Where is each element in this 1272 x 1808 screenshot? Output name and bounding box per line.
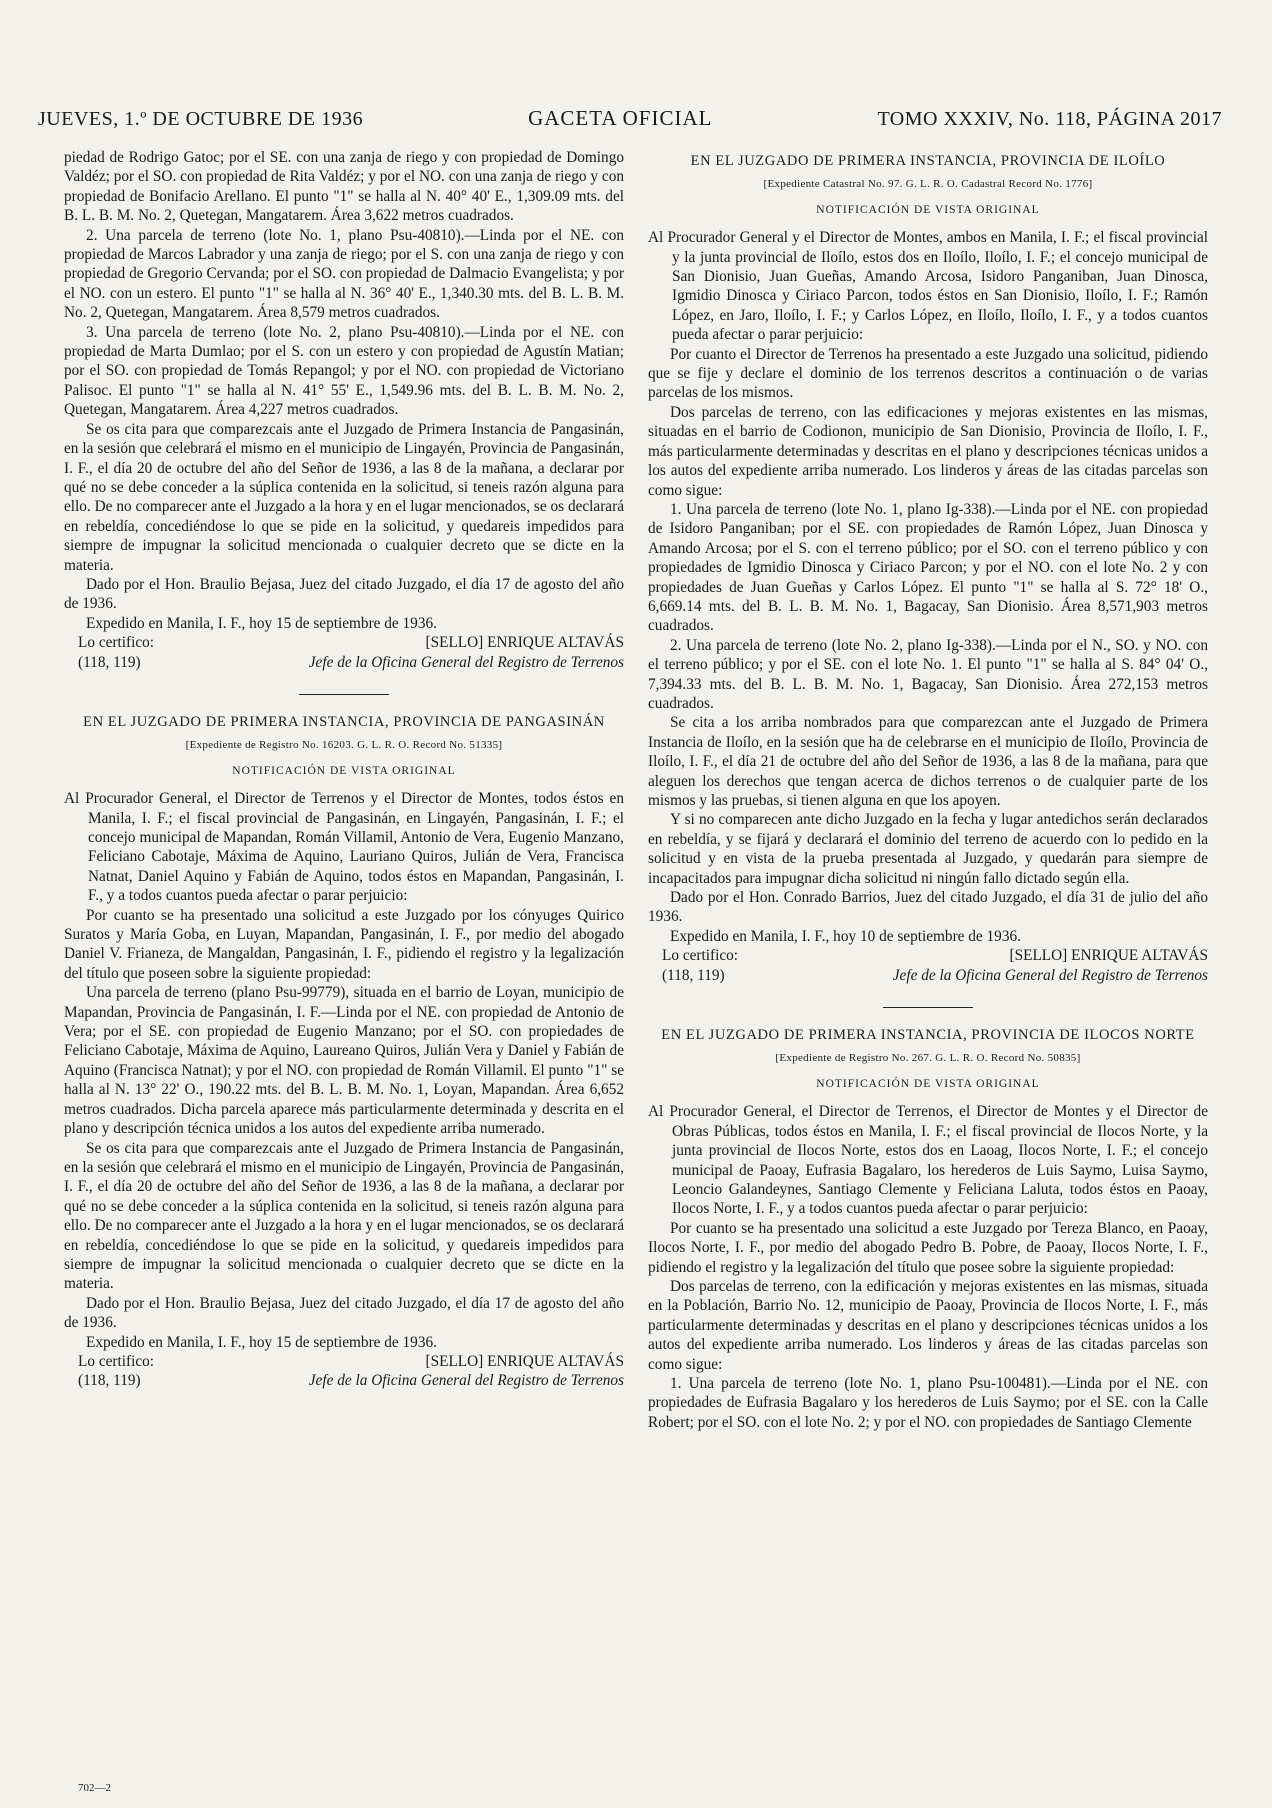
office-title: Jefe de la Oficina General del Registro de Terrenos [308,653,624,671]
reference-number: (118, 119) [662,966,725,984]
seal-signatory: [SELLO] ENRIQUE ALTAVÁS [1009,947,1208,965]
header-date: JUEVES, 1.º DE OCTUBRE DE 1936 [38,108,364,130]
paragraph: Dado por el Hon. Braulio Bejasa, Juez del citado Juzgado, el día 17 de agosto del año de 1936. [64,1294,624,1332]
right-column [648,148,1208,1432]
notice-title: NOTIFICACIÓN DE VISTA ORIGINAL [816,1077,1040,1090]
paragraph: Por cuanto el Director de Terrenos ha presentado a este Juzgado una solicitud, pidiendo que se fije y declare el dominio de los terrenos descritos a continuación o de varias parcelas de los mismos. [648,345,1208,402]
paragraph: Al Procurador General y el Director de Montes, ambos en Manila, I. F.; el fiscal provincial y la junta provincial de Iloílo, estos dos en Iloílo, Iloílo, I. F.; el concejo municipal de San Dionisio, Juan Gueñas, Amando Arcosa, Isidoro Panganiban, Juan Dinosca, Igmidio Dinosca y Ciriaco Parcon, todos éstos en San Dionisio, Iloílo, I. F.; Ramón López, en Jaro, Iloílo, I. F.; y Carlos López, en Iloílo, Iloílo, I. F., y a todos cuantos pueda afectar o parar perjuicio: [648,229,1208,344]
header-volume: TOMO XXXIV, No. 118, PÁGINA 2017 [877,108,1222,130]
paragraph: Expedido en Manila, I. F., hoy 15 de septiembre de 1936. [86,614,437,632]
paragraph: Dos parcelas de terreno, con las edificaciones y mejoras existentes en las mismas, situadas en el barrio de Codionon, municipio de San Dionisio, Provincia de Iloílo, I. F., más particularmente determinadas y descritas en el plano y descripciones técnicas unidos a los autos del expediente arriba numerado. Los linderos y áreas de las citadas parcelas son como sigue: [648,403,1208,499]
paragraph: Se os cita para que comparezcais ante el Juzgado de Primera Instancia de Pangasinán, en la sesión que celebrará el mismo en el municipio de Lingayén, Provincia de Pangasinán, I. F., el día 20 de octubre del año del Señor de 1936, a las 8 de la mañana, a declarar por qué no se debe conceder a la súplica contenida en la solicitud, si teneis razón alguna para ello. De no comparecer ante el Juzgado a la hora y en el lugar mencionados, se os declarará en rebeldía, concediéndose lo que se pide en la solicitud, y quedareis impedidos para siempre de impugnar la solicitud mencionada o cualquier decreto que se dicte en la materia. [64,420,624,574]
paragraph: Dado por el Hon. Conrado Barrios, Juez del citado Juzgado, el día 31 de julio del año 1936. [648,889,1208,926]
paragraph: Se os cita para que comparezcais ante el Juzgado de Primera Instancia de Pangasinán, en la sesión que celebrará el mismo en el municipio de Lingayén, Provincia de Pangasinán, I. F., el día 20 de octubre del año del Señor de 1936, a las 8 de la mañana, a declarar por qué no se debe conceder a la súplica contenida en la solicitud, si teneis razón alguna para ello. De no comparecer ante el Juzgado a la hora y en el lugar mencionados, se os declarará en rebeldía, concediéndose lo que se pide en la solicitud, y quedareis impedidos para siempre de impugnar la solicitud mencionada o cualquier decreto que se dicte en la materia. [64,1139,624,1293]
office-line [648,966,1208,985]
paragraph: Al Procurador General, el Director de Terrenos, el Director de Montes y el Director de Obras Públicas, todos éstos en Manila, I. F.; el fiscal provincial de Ilocos Norte, y la junta provincial de Ilocos Norte, estos dos en Laoag, Ilocos Norte, I. F.; el concejo municipal de Paoay, Eufrasia Bagalaro, los herederos de Luis Saymo, Luisa Saymo, Leoncio Galandeynes, Santiago Clemente y Feliciana Laluta, todos éstos en Paoay, Ilocos Norte, I. F., y a todos cuantos pueda afectar o parar perjuicio: [648,1103,1208,1218]
page-mark: 702—2 [78,1782,111,1794]
court-heading: EN EL JUZGADO DE PRIMERA INSTANCIA, PROVINCIA DE PANGASINÁN [83,713,605,730]
reference-number: (118, 119) [78,1372,141,1390]
paragraph: 1. Una parcela de terreno (lote No. 1, plano Psu-100481).—Linda por el NE. con propiedades de Eufrasia Bagalaro y los herederos de Luis Saymo; por el SE. con la Calle Robert; por el SO. con el lote No. 2; y por el NO. con propiedades de Santiago Clemente [648,1374,1208,1431]
paragraph: 1. Una parcela de terreno (lote No. 1, plano Ig-338).—Linda por el NE. con propiedad de Isidoro Panganiban; por el SE. con propiedades de Ramón López, Juan Dinosca y Amando Arcosa; por el S. con el terreno público; por el SO. con el terreno público y con propiedades de Igmidio Dinosca y Ciriaco Parcon; y por el NO. con el lote No. 2 y con propiedades de Juan Gueñas y Carlos López. El punto "1" se halla al S. 72° 18' O., 6,669.14 mts. del B. L. B. M. No. 1, Bagacay, San Dionisio. Área 8,571,903 metros cuadrados. [648,500,1208,635]
paragraph: Al Procurador General, el Director de Terrenos y el Director de Montes, todos éstos en Manila, I. F.; el fiscal provincial de Pangasinán, en Lingayén, Pangasinán, I. F.; el concejo municipal de Mapandan, Román Villamil, Antonio de Vera, Eugenio Manzano, Feliciano Cabotaje, Máxima de Aquino, Lauriano Quiros, Julián de Vera, Francisca Natnat, Daniel Aquino y Fabián de Aquino, todos éstos en Mapandan, Pangasinán, I. F., y a todos cuantos pueda afectar o parar perjuicio: [64,790,624,905]
office-title: Jefe de la Oficina General del Registro de Terrenos [892,966,1208,984]
divider [299,694,389,695]
paragraph: piedad de Rodrigo Gatoc; por el SE. con una zanja de riego y con propiedad de Domingo Valdéz; por el SO. con propiedad de Rita Valdéz; y por el NO. con una zanja de riego y con propiedad de Bonifacio Arellano. El punto "1" se halla al N. 40° 40' E., 1,309.09 mts. del B. L. B. M. No. 2, Quetegan, Mangatarem. Área 3,622 metros cuadrados. [64,149,624,225]
notice-title: NOTIFICACIÓN DE VISTA ORIGINAL [232,764,456,777]
paragraph: Expedido en Manila, I. F., hoy 15 de septiembre de 1936. [86,1333,437,1351]
header-title: GACETA OFICIAL [528,106,713,130]
paragraph: 3. Una parcela de terreno (lote No. 2, plano Psu-40810).—Linda por el NE. con propiedad de Marta Dumlao; por el S. con un estero y con propiedad de Agustín Matian; por el SO. con propiedad de Tomás Repangol; y por el NO. con propiedad de Victoriano Palisoc. El punto "1" se halla al N. 41° 55' E., 1,549.96 mts. del B. L. B. M. No. 2, Quetegan, Mangatarem. Área 4,227 metros cuadrados. [64,323,624,419]
court-heading: EN EL JUZGADO DE PRIMERA INSTANCIA, PROVINCIA DE ILOCOS NORTE [661,1027,1195,1044]
reference-number: (118, 119) [78,653,141,671]
seal-signatory: [SELLO] ENRIQUE ALTAVÁS [425,634,624,652]
paragraph: Una parcela de terreno (plano Psu-99779), situada en el barrio de Loyan, municipio de Mapandan, Provincia de Pangasinán, I. F.—Linda por el NE. con propiedad de Antonio de Vera; por el SE. con propiedad de Eugenio Manzano; por el SO. con propiedades de Feliciano Cabotaje, Máxima de Aquino, Laureano Quiros, Julián Vera y Daniel y Fabián de Aquino (Francisca Natnat); y por el NO. con propiedad de Román Villamil. El punto "1" se halla al N. 13° 22' O., 190.22 mts. del B. L. B. M. No. 1, Loyan, Mapandan. Área 6,652 metros cuadrados. Dicha parcela aparece más particularmente determinada y descrita en el plano y descripción técnica unidos a los autos del expediente arriba numerado. [64,984,624,1138]
signature-line [64,1352,624,1371]
page-header [38,106,1222,136]
signature-line [648,946,1208,965]
expediente: [Expediente Catastral No. 97. G. L. R. O. Cadastral Record No. 1776] [763,178,1093,191]
certify-label: Lo certifico: [78,634,155,652]
paragraph: 2. Una parcela de terreno (lote No. 1, plano Psu-40810).—Linda por el NE. con propiedad de Marcos Labrador y una zanja de riego; por el S. con una zanja de riego y con propiedad de Gregorio Cervanda; por el SO. con propiedad de Dalmacio Evangelista; y por el NO. con un estero. El punto "1" se halla al N. 36° 40' E., 1,340.30 mts. del B. L. B. M. No. 2, Quetegan, Mangatarem. Área 8,579 metros cuadrados. [64,226,624,322]
certify-label: Lo certifico: [662,947,739,965]
court-heading: EN EL JUZGADO DE PRIMERA INSTANCIA, PROVINCIA DE ILOÍLO [690,153,1166,169]
office-title: Jefe de la Oficina General del Registro de Terrenos [308,1372,624,1390]
signature-line [64,633,624,652]
divider [883,1007,973,1008]
left-column [64,148,624,1391]
paragraph: Se cita a los arriba nombrados para que comparezcan ante el Juzgado de Primera Instancia de Iloílo, en la sesión que ha de celebrarse en el municipio de Iloílo, Provincia de Iloílo, I. F., el día 21 de octubre del año del Señor de 1936, a las 8 de la mañana, para que aleguen los derechos que tengan acerca de dichos terrenos o de cualquier parte de los mismos y las pruebas, si tienen alguna en que los apoyen. [648,714,1208,809]
paragraph: Dado por el Hon. Braulio Bejasa, Juez del citado Juzgado, el día 17 de agosto del año de 1936. [64,575,624,613]
paragraph: Expedido en Manila, I. F., hoy 10 de septiembre de 1936. [670,927,1021,945]
paragraph: 2. Una parcela de terreno (lote No. 2, plano Ig-338).—Linda por el N., SO. y NO. con el terreno público; y por el SE. con el lote No. 1. El punto "1" se halla al S. 84° 04' O., 7,394.33 mts. del B. L. B. M. No. 1, Bagacay, San Dionisio. Área 272,153 metros cuadrados. [648,636,1208,712]
seal-signatory: [SELLO] ENRIQUE ALTAVÁS [425,1352,624,1370]
certify-label: Lo certifico: [78,1352,155,1370]
paragraph: Por cuanto se ha presentado una solicitud a este Juzgado por los cónyuges Quirico Suratos y María Goba, en Luyan, Mapandan, Pangasinán, I. F., por medio del abogado Daniel V. Frianeza, de Mangaldan, Pangasinán, I. F., pidiendo el registro y la legalización del título que poseen sobre la siguiente propiedad: [64,906,624,982]
notice-title: NOTIFICACIÓN DE VISTA ORIGINAL [816,203,1040,216]
paragraph: Dos parcelas de terreno, con la edificación y mejoras existentes en las mismas, situada en la Población, Barrio No. 12, municipio de Paoay, Provincia de Ilocos Norte, I. F., más particularmente determinadas y descritas en el plano y descripciones técnicas unidos a los autos del expediente arriba numerado. Los linderos y áreas de las citadas parcelas son como sigue: [648,1277,1208,1373]
expediente: [Expediente de Registro No. 16203. G. L. R. O. Record No. 51335] [185,739,503,752]
expediente: [Expediente de Registro No. 267. G. L. R. O. Record No. 50835] [775,1052,1081,1065]
office-line [64,1371,624,1390]
office-line [64,653,624,672]
paragraph: Por cuanto se ha presentado una solicitud a este Juzgado por Tereza Blanco, en Paoay, Ilocos Norte, I. F., por medio del abogado Pedro B. Pobre, de Paoay, Ilocos Norte, I. F., pidiendo el registro y la legalización del título que posee sobre la siguiente propiedad: [648,1219,1208,1276]
paragraph: Y si no comparecen ante dicho Juzgado en la fecha y lugar antedichos serán declarados en rebeldía, y se fijará y declarará el dominio del terreno de acuerdo con lo pedido en la solicitud y en vista de la prueba presentada al Juzgado, y quedarán para siempre de incapacitados para impugnar dicha solicitud ni ningún fallo dictado según ella. [648,811,1208,887]
